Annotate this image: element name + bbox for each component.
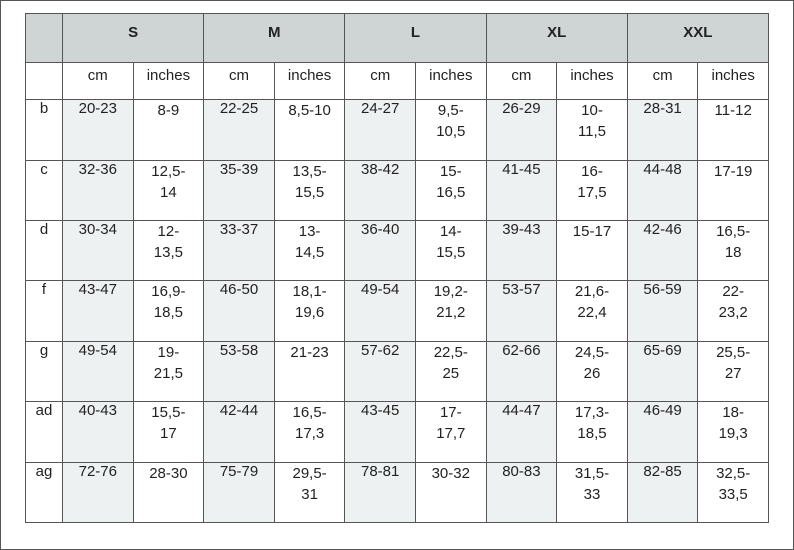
cm-value: 22-25: [204, 100, 275, 160]
inches-value: 13,5- 15,5: [274, 160, 345, 220]
measurement-row: [26, 281, 769, 341]
cm-value: 65-69: [627, 341, 698, 401]
cm-value: 35-39: [204, 160, 275, 220]
unit-corner-cell: [26, 62, 63, 99]
measurement-row: [26, 100, 769, 160]
inches-value: 17- 17,7: [415, 402, 486, 462]
cm-value: 36-40: [345, 221, 416, 281]
inches-value: 16,5- 18: [698, 221, 769, 281]
inches-value: 17,3- 18,5: [557, 402, 628, 462]
measurement-label: f: [26, 281, 63, 341]
size-header-row: [26, 14, 769, 63]
unit-header-row: [26, 62, 769, 99]
inches-value: 14- 15,5: [415, 221, 486, 281]
size-header-xl: XL: [486, 14, 627, 63]
cm-value: 43-45: [345, 402, 416, 462]
measurement-label: ad: [26, 402, 63, 462]
cm-value: 40-43: [63, 402, 134, 462]
inches-value: 10- 11,5: [557, 100, 628, 160]
cm-value: 44-48: [627, 160, 698, 220]
inches-value: 29,5- 31: [274, 462, 345, 522]
cm-value: 46-50: [204, 281, 275, 341]
cm-value: 32-36: [63, 160, 134, 220]
cm-value: 53-58: [204, 341, 275, 401]
measurement-label: ag: [26, 462, 63, 522]
inches-value: 21-23: [274, 341, 345, 401]
size-header-m: M: [204, 14, 345, 63]
unit-inches-l: inches: [415, 62, 486, 99]
measurement-row: [26, 402, 769, 462]
inches-value: 21,6- 22,4: [557, 281, 628, 341]
inches-value: 17-19: [698, 160, 769, 220]
cm-value: 46-49: [627, 402, 698, 462]
measurement-label: d: [26, 221, 63, 281]
cm-value: 78-81: [345, 462, 416, 522]
cm-value: 44-47: [486, 402, 557, 462]
cm-value: 82-85: [627, 462, 698, 522]
unit-cm-xxl: cm: [627, 62, 698, 99]
measurement-row: [26, 341, 769, 401]
inches-value: 32,5- 33,5: [698, 462, 769, 522]
cm-value: 33-37: [204, 221, 275, 281]
cm-value: 41-45: [486, 160, 557, 220]
measurement-label: g: [26, 341, 63, 401]
inches-value: 8-9: [133, 100, 204, 160]
cm-value: 39-43: [486, 221, 557, 281]
cm-value: 24-27: [345, 100, 416, 160]
inches-value: 19,2- 21,2: [415, 281, 486, 341]
inches-value: 9,5- 10,5: [415, 100, 486, 160]
inches-value: 18,1- 19,6: [274, 281, 345, 341]
unit-cm-l: cm: [345, 62, 416, 99]
cm-value: 49-54: [63, 341, 134, 401]
inches-value: 30-32: [415, 462, 486, 522]
inches-value: 16- 17,5: [557, 160, 628, 220]
inches-value: 12- 13,5: [133, 221, 204, 281]
cm-value: 38-42: [345, 160, 416, 220]
cm-value: 43-47: [63, 281, 134, 341]
inches-value: 15- 16,5: [415, 160, 486, 220]
size-chart-table: [25, 13, 769, 523]
cm-value: 42-46: [627, 221, 698, 281]
measurement-row: [26, 160, 769, 220]
unit-inches-m: inches: [274, 62, 345, 99]
unit-cm-m: cm: [204, 62, 275, 99]
unit-inches-xxl: inches: [698, 62, 769, 99]
inches-value: 22,5- 25: [415, 341, 486, 401]
inches-value: 28-30: [133, 462, 204, 522]
inches-value: 16,9- 18,5: [133, 281, 204, 341]
inches-value: 11-12: [698, 100, 769, 160]
cm-value: 30-34: [63, 221, 134, 281]
cm-value: 53-57: [486, 281, 557, 341]
inches-value: 18- 19,3: [698, 402, 769, 462]
cm-value: 57-62: [345, 341, 416, 401]
cm-value: 72-76: [63, 462, 134, 522]
unit-cm-s: cm: [63, 62, 134, 99]
measurement-label: c: [26, 160, 63, 220]
cm-value: 49-54: [345, 281, 416, 341]
inches-value: 31,5- 33: [557, 462, 628, 522]
unit-cm-xl: cm: [486, 62, 557, 99]
cm-value: 42-44: [204, 402, 275, 462]
cm-value: 75-79: [204, 462, 275, 522]
cm-value: 26-29: [486, 100, 557, 160]
size-header-l: L: [345, 14, 486, 63]
cm-value: 62-66: [486, 341, 557, 401]
inches-value: 15-17: [557, 221, 628, 281]
size-header-s: S: [63, 14, 204, 63]
inches-value: 8,5-10: [274, 100, 345, 160]
header-corner-cell: [26, 14, 63, 63]
inches-value: 13- 14,5: [274, 221, 345, 281]
measurement-row: [26, 462, 769, 522]
unit-inches-s: inches: [133, 62, 204, 99]
cm-value: 56-59: [627, 281, 698, 341]
inches-value: 12,5- 14: [133, 160, 204, 220]
inches-value: 19- 21,5: [133, 341, 204, 401]
cm-value: 28-31: [627, 100, 698, 160]
inches-value: 16,5- 17,3: [274, 402, 345, 462]
inches-value: 22- 23,2: [698, 281, 769, 341]
inches-value: 24,5- 26: [557, 341, 628, 401]
inches-value: 25,5- 27: [698, 341, 769, 401]
measurement-row: [26, 221, 769, 281]
unit-inches-xl: inches: [557, 62, 628, 99]
inches-value: 15,5- 17: [133, 402, 204, 462]
cm-value: 80-83: [486, 462, 557, 522]
cm-value: 20-23: [63, 100, 134, 160]
size-header-xxl: XXL: [627, 14, 768, 63]
measurement-label: b: [26, 100, 63, 160]
